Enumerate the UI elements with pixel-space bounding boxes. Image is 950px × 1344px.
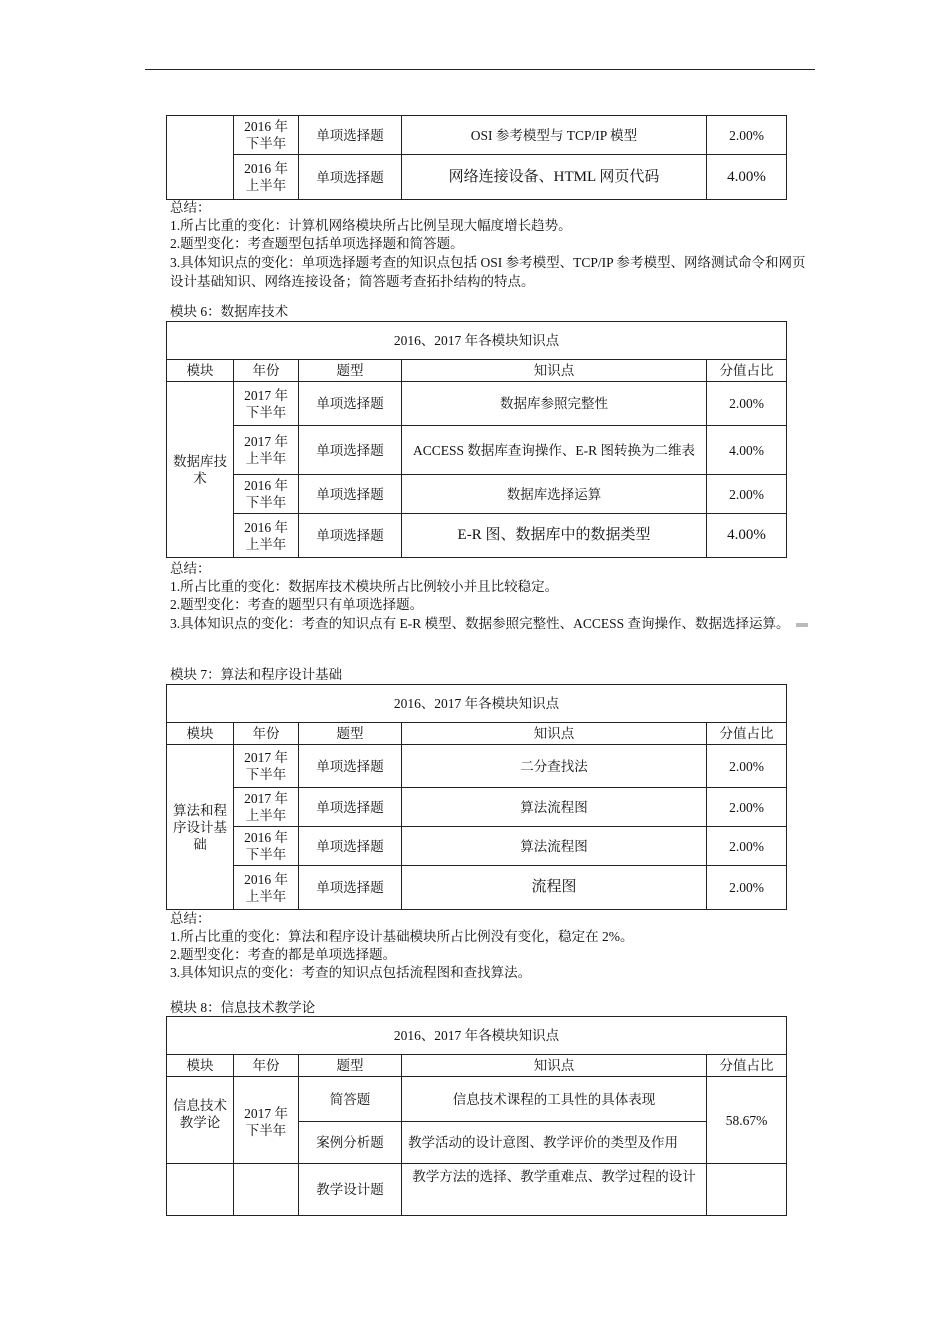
type-cell: 单项选择题 [299,827,402,866]
summary-line [170,615,810,634]
summary-text: 3.具体知识点的变化：考查的知识点有 E-R 模型、数据参照完整性、ACCESS 查询操作、数据选择运算。 [170,616,790,631]
header-year: 年份 [234,723,299,745]
header-type: 题型 [299,723,402,745]
type-cell: 单项选择题 [299,155,402,200]
summary-line: 2.题型变化：考查题型包括单项选择题和简答题。 [170,236,464,251]
type-cell: 单项选择题 [299,514,402,558]
summary-label: 总结： [170,561,211,576]
point-cell: E-R 图、数据库中的数据类型 [402,514,707,558]
table-caption: 2016、2017 年各模块知识点 [167,322,787,360]
edit-mark-icon [796,623,808,627]
year-cell: 2016 年下半年 [234,827,299,866]
year-cell: 2017 年下半年 [234,382,299,426]
summary-line: 1.所占比重的变化：数据库技术模块所占比例较小并且比较稳定。 [170,579,559,594]
point-cell: 算法流程图 [402,788,707,827]
module-cell-empty [167,1164,234,1216]
point-cell: 算法流程图 [402,827,707,866]
header-score: 分值占比 [707,723,787,745]
year-cell: 2016 年下半年 [234,475,299,514]
year-cell: 2016 年上半年 [234,514,299,558]
module-title: 模块 6：数据库技术 [170,304,289,319]
score-cell: 2.00% [707,382,787,426]
summary-line: 3.具体知识点的变化：考查的知识点包括流程图和查找算法。 [170,965,532,980]
point-cell: ACCESS 数据库查询操作、E-R 图转换为二维表 [402,426,707,475]
module6-table [166,321,786,558]
type-cell: 单项选择题 [299,382,402,426]
score-cell: 2.00% [707,788,787,827]
score-cell: 2.00% [707,116,787,155]
type-cell: 单项选择题 [299,116,402,155]
module7-table [166,684,786,910]
header-point: 知识点 [402,723,707,745]
point-cell: 数据库参照完整性 [402,382,707,426]
header-module: 模块 [167,1055,234,1077]
summary-line: 2.题型变化：考查的都是单项选择题。 [170,947,397,962]
point-cell: 数据库选择运算 [402,475,707,514]
type-cell: 单项选择题 [299,866,402,910]
header-score: 分值占比 [707,1055,787,1077]
score-cell: 4.00% [707,514,787,558]
year-cell: 2017 年上半年 [234,426,299,475]
header-rule [145,69,815,70]
score-cell: 4.00% [707,155,787,200]
score-cell-empty [707,1164,787,1216]
type-cell: 简答题 [299,1077,402,1122]
summary-label: 总结： [170,911,211,926]
year-cell-empty [234,1164,299,1216]
type-cell: 单项选择题 [299,745,402,788]
year-cell: 2017 年上半年 [234,788,299,827]
score-cell: 58.67% [707,1077,787,1164]
year-cell: 2016 年上半年 [234,155,299,200]
header-point: 知识点 [402,1055,707,1077]
module-name-cell: 算法和程序设计基础 [167,745,234,910]
header-score: 分值占比 [707,360,787,382]
module-title: 模块 7：算法和程序设计基础 [170,667,343,682]
header-module: 模块 [167,723,234,745]
summary-label: 总结： [170,200,211,215]
summary-line: 1.所占比重的变化：算法和程序设计基础模块所占比例没有变化，稳定在 2%。 [170,929,634,944]
module-name-cell: 数据库技术 [167,382,234,558]
point-cell: 信息技术课程的工具性的具体表现 [402,1077,707,1122]
module-name-cell: 信息技术教学论 [167,1077,234,1164]
point-cell: OSI 参考模型与 TCP/IP 模型 [402,116,707,155]
type-cell: 单项选择题 [299,788,402,827]
header-year: 年份 [234,1055,299,1077]
year-cell: 2016 年下半年 [234,116,299,155]
point-cell: 二分查找法 [402,745,707,788]
header-year: 年份 [234,360,299,382]
type-cell: 单项选择题 [299,426,402,475]
type-cell: 单项选择题 [299,475,402,514]
point-cell: 教学方法的选择、教学重难点、教学过程的设计 [402,1164,707,1216]
score-cell: 2.00% [707,745,787,788]
point-cell: 流程图 [402,866,707,910]
module-title: 模块 8：信息技术教学论 [170,1000,316,1015]
year-cell: 2016 年上半年 [234,866,299,910]
type-cell: 教学设计题 [299,1164,402,1216]
point-cell: 教学活动的设计意图、教学评价的类型及作用 [402,1122,707,1164]
type-cell: 案例分析题 [299,1122,402,1164]
table-caption: 2016、2017 年各模块知识点 [167,1017,787,1055]
summary-line: 2.题型变化：考查的题型只有单项选择题。 [170,597,424,612]
year-cell: 2017 年下半年 [234,1077,299,1164]
header-module: 模块 [167,360,234,382]
header-type: 题型 [299,360,402,382]
header-point: 知识点 [402,360,707,382]
score-cell: 2.00% [707,866,787,910]
point-cell: 网络连接设备、HTML 网页代码 [402,155,707,200]
year-cell: 2017 年下半年 [234,745,299,788]
module-cell-empty [167,116,234,200]
module8-table [166,1016,786,1216]
summary-line: 3.具体知识点的变化：单项选择题考查的知识点包括 OSI 参考模型、TCP/IP 参考模型、网络测试命令和网页设计基础知识、网络连接设备；简答题考查拓扑结构的特点。 [170,255,806,289]
score-cell: 4.00% [707,426,787,475]
summary-line: 1.所占比重的变化：计算机网络模块所占比例呈现大幅度增长趋势。 [170,218,572,233]
table-caption: 2016、2017 年各模块知识点 [167,685,787,723]
network-table-continued [166,115,786,200]
score-cell: 2.00% [707,827,787,866]
header-type: 题型 [299,1055,402,1077]
score-cell: 2.00% [707,475,787,514]
